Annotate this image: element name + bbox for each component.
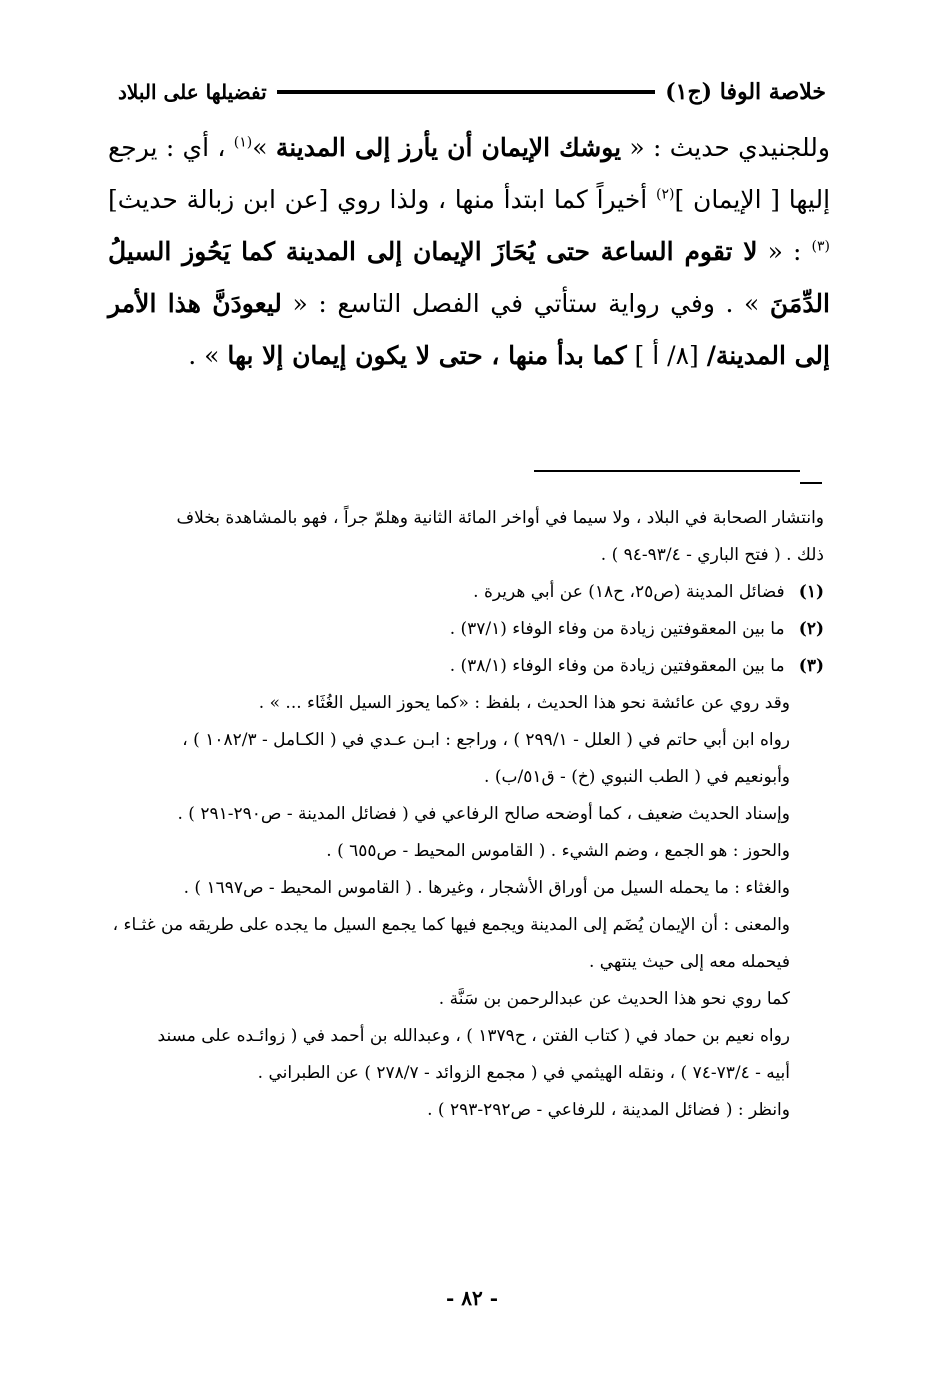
hadith-text: لا تقوم الساعة حتى يُحَازَ الإيمان إلى المدينة كما يَحُوز السيلُ الدِّمَنَ [108, 237, 830, 318]
hadith-text: يوشك الإيمان أن يأرز إلى المدينة [275, 133, 622, 162]
footnote-continuation: وانتشار الصحابة في البلاد ، ولا سيما في أواخر المائة الثانية وهلمّ جراً ، فهو بالمشاهدة بخلاف [176, 508, 824, 528]
footnote-text: فضائل المدينة (ص٢٥، ح١٨) عن أبي هريرة . [473, 582, 785, 602]
text-run: ، أي : يرجع إليها [ الإيمان ] [108, 133, 831, 214]
footnote-line: وإسناد الحديث ضعيف ، كما أوضحه صالح الرفاعي في ( فضائل المدينة - ص٢٩٠-٢٩١ ) . [177, 804, 790, 824]
footnote-ref: (٢) [656, 186, 675, 203]
footnote-text: ما بين المعقوفتين زيادة من وفاء الوفاء (٣٨/١) . [449, 656, 785, 676]
header-rule [277, 90, 656, 94]
footnote-number: (١) [798, 582, 824, 602]
chapter-title: تفضيلها على البلاد [118, 80, 267, 104]
footnote-2 [108, 611, 824, 648]
text-run: : « [757, 237, 812, 266]
footnote-line: كما روي نحو هذا الحديث عن عبدالرحمن بن سَنَّة . [438, 989, 790, 1009]
footnote-number: (٢) [798, 619, 824, 639]
footnote-3 [108, 648, 824, 685]
footnote-ref: (١) [233, 134, 253, 151]
footnote-line: والحوز : هو الجمع ، وضم الشيء . ( القاموس المحيط - ص٦٥٥ ) . [326, 841, 790, 861]
footnote-line: وأبونعيم في ( الطب النبوي (خ) - ق٥١/ب) . [484, 767, 790, 787]
footnote-line: رواه نعيم بن حماد في ( كتاب الفتن ، ح١٣٧٩ ) ، وعبدالله بن أحمد في ( زوائـده على مسند [157, 1026, 790, 1046]
footnote-line: رواه ابن أبي حاتم في ( العلل - ٢٩٩/١ ) ، وراجع : ابـن عـدي في ( الكـامل - ١٠٨٢/٣ ) ، [182, 730, 790, 750]
footnote-line: فيحمله معه إلى حيث ينتهي . [588, 952, 790, 972]
text-run: » . وفي رواية ستأتي في الفصل التاسع : « [281, 289, 770, 318]
footnote-continuation: ذلك . ( فتح الباري - ٩٣/٤-٩٤ ) . [600, 545, 824, 565]
footnote-ref: (٣) [811, 238, 830, 255]
footnote-separator [534, 470, 800, 472]
main-paragraph [108, 122, 830, 382]
running-header [118, 72, 826, 112]
page-number: - ٨٢ - [445, 1286, 498, 1310]
main-text [108, 122, 830, 382]
footnote-separator-dash [800, 482, 822, 484]
footnote-number: (٣) [798, 656, 824, 676]
footnote-1 [108, 574, 824, 611]
footnote-text: ما بين المعقوفتين زيادة من وفاء الوفاء (٣٧/١) . [449, 619, 785, 639]
footnotes [108, 500, 824, 1129]
footnote-line: والغثاء : ما يحمله السيل من أوراق الأشجار ، وغيرها . ( القاموس المحيط - ص١٦٩٧ ) . [183, 878, 790, 898]
footnote-line: أبيه - ٧٣/٤-٧٤ ) ، ونقله الهيثمي في ( مجمع الزوائد - ٢٧٨/٧ ) عن الطبراني . [257, 1063, 790, 1083]
footnote-line: والمعنى : أن الإيمان يُضَم إلى المدينة ويجمع فيها كما يجمع السيل ما يجده على طريقه من غثـاء ، [112, 915, 790, 935]
hadith-text: كما بدأ منها ، حتى لا يكون إيمان إلا بها [227, 341, 627, 370]
text-run: أخيراً كما ابتدأ منها ، ولذا روي [عن ابن زبالة حديث] [108, 185, 656, 214]
book-title: خلاصة الوفا (ج١) [665, 79, 826, 105]
text-run: وللجنيدي حديث : « [621, 133, 830, 162]
manuscript-folio-marker: [٨/ أ ] [626, 341, 707, 370]
text-run: » [252, 133, 276, 162]
hadith-text: ليعودَنَّ هذا الأمر إلى المدينة/ [108, 289, 830, 370]
footnote-line: وقد روي عن عائشة نحو هذا الحديث ، بلفظ : «كما يحوز السيل الغُثَاء ... » . [258, 693, 790, 713]
footnote-line: وانظر : ( فضائل المدينة ، للرفاعي - ص٢٩٢-٢٩٣ ) . [427, 1100, 790, 1120]
text-run: » . [188, 341, 228, 370]
